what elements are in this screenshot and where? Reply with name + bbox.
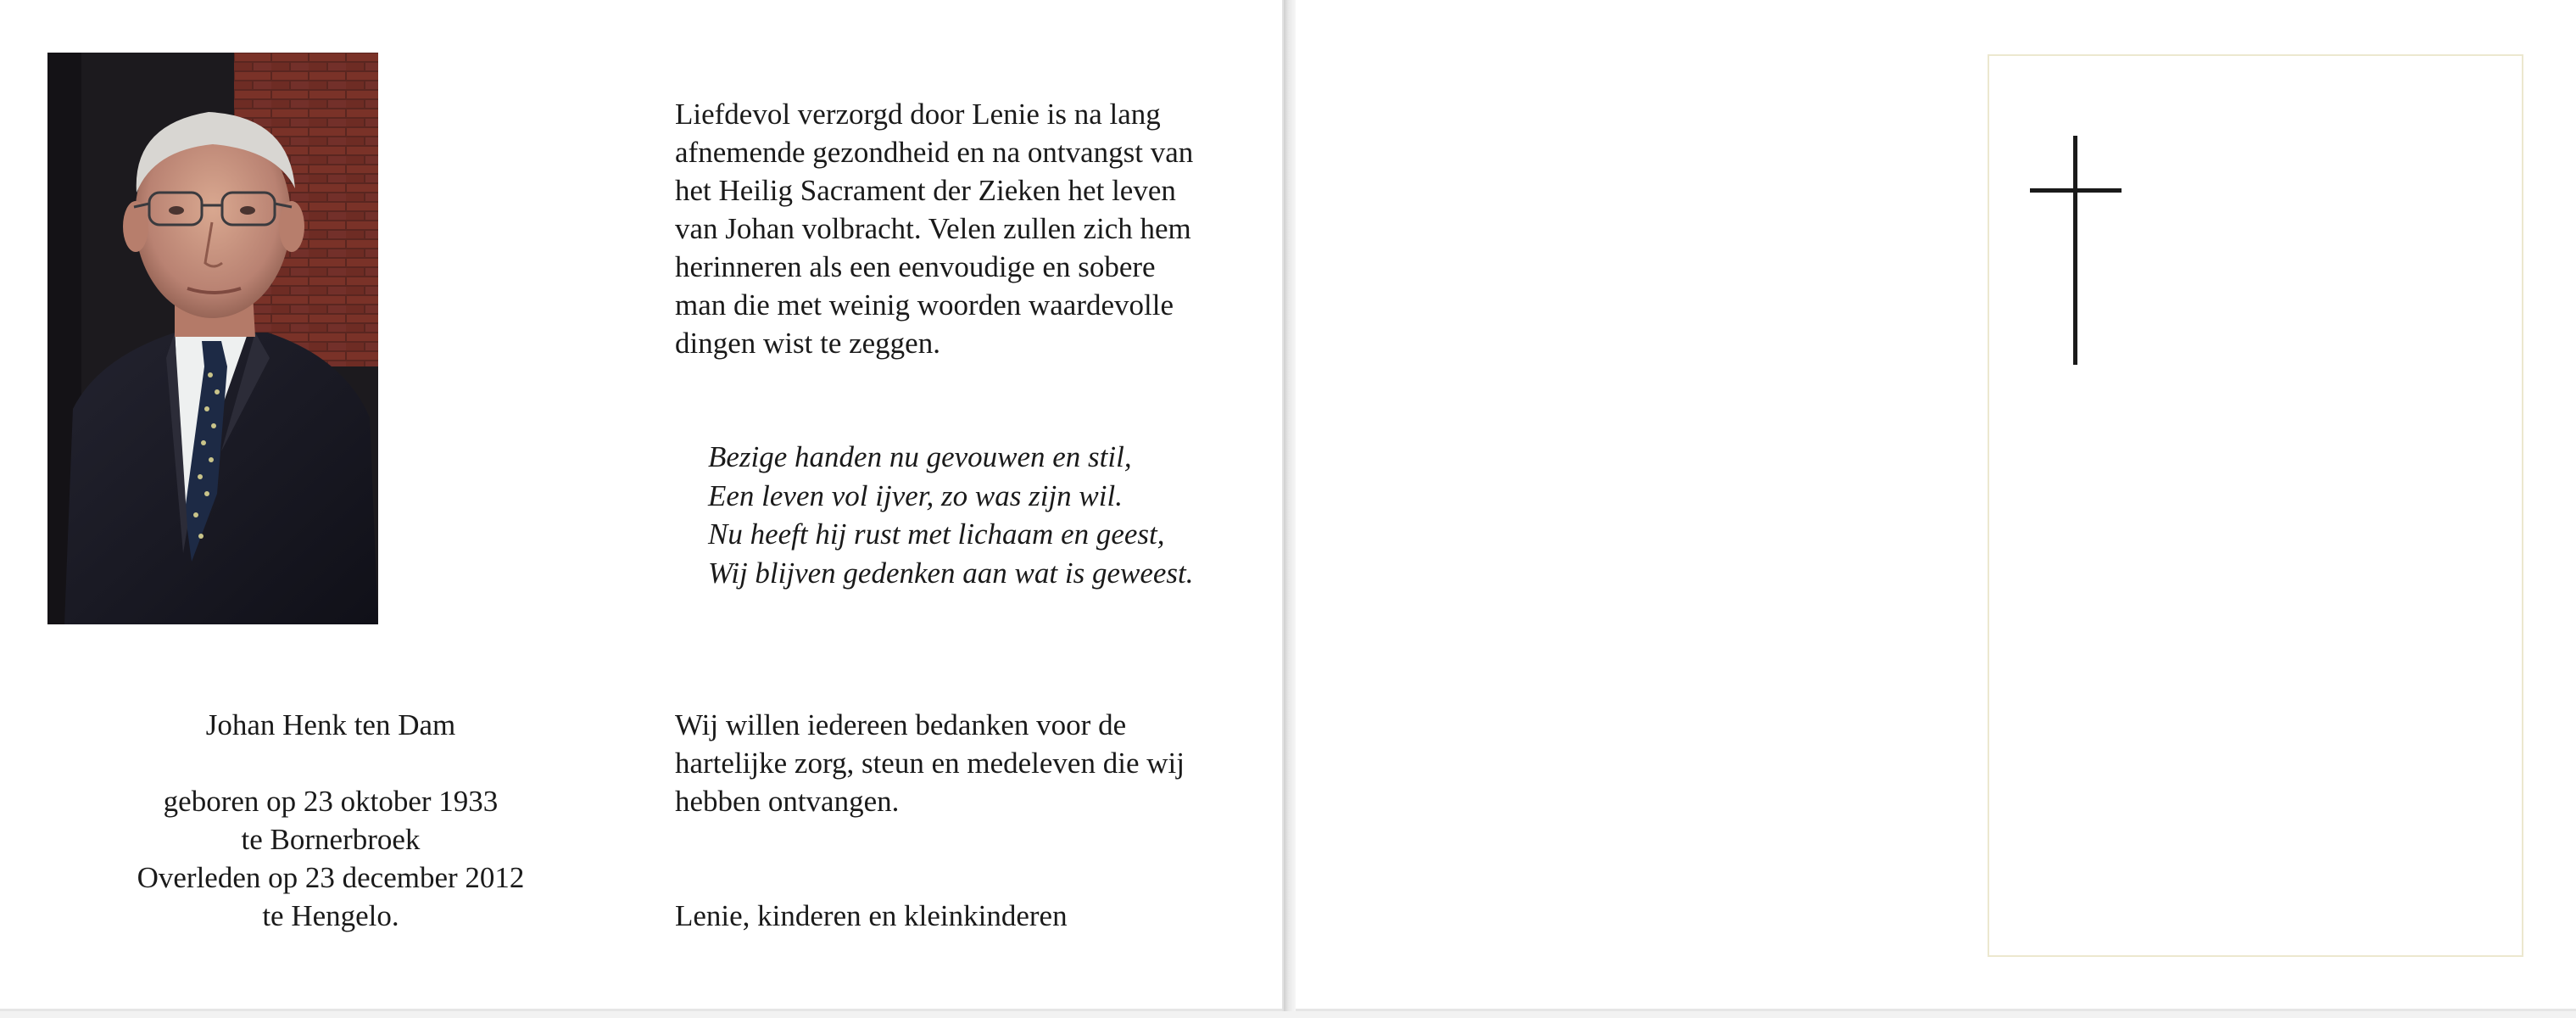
birth-date: geboren op 23 oktober 1933: [163, 785, 499, 818]
poem-line: Een leven vol ijver, zo was zijn wil.: [708, 478, 1123, 512]
tribute-line: dingen wist te zeggen.: [675, 327, 940, 360]
poem-line: Bezige handen nu gevouwen en stil,: [708, 440, 1132, 473]
tribute-text: [675, 95, 1268, 362]
thanks-text: [675, 706, 1268, 820]
cover-page: [1296, 0, 2576, 1011]
deceased-details: [34, 706, 627, 935]
deceased-name: Johan Henk ten Dam: [205, 708, 456, 741]
tribute-line: herinneren als een eenvoudige en sobere: [675, 250, 1156, 283]
poem-line: Nu heeft hij rust met lichaam en geest,: [708, 517, 1165, 551]
tribute-line: man die met weinig woorden waardevolle: [675, 288, 1174, 322]
cross-icon: [2030, 136, 2122, 365]
family-signature: Lenie, kinderen en kleinkinderen: [675, 899, 1068, 932]
thanks-line: hebben ontvangen.: [675, 785, 900, 818]
tribute-line: Liefdevol verzorgd door Lenie is na lang: [675, 98, 1161, 131]
card-fold: [1284, 0, 1296, 1011]
portrait-photo: [47, 53, 378, 624]
inner-page: [0, 0, 1284, 1011]
death-place: te Hengelo.: [262, 899, 399, 932]
poem-line: Wij blijven gedenken aan wat is geweest.: [708, 556, 1194, 590]
tribute-line: het Heilig Sacrament der Zieken het leven: [675, 174, 1176, 207]
tribute-line: van Johan volbracht. Velen zullen zich hem: [675, 212, 1191, 245]
poem: [708, 438, 1276, 592]
thanks-line: hartelijke zorg, steun en medeleven die wij: [675, 747, 1185, 780]
birth-place: te Bornerbroek: [241, 823, 421, 856]
tribute-line: afnemende gezondheid en na ontvangst van: [675, 136, 1194, 169]
death-date: Overleden op 23 december 2012: [137, 861, 525, 894]
thanks-line: Wij willen iedereen bedanken voor de: [675, 708, 1127, 741]
